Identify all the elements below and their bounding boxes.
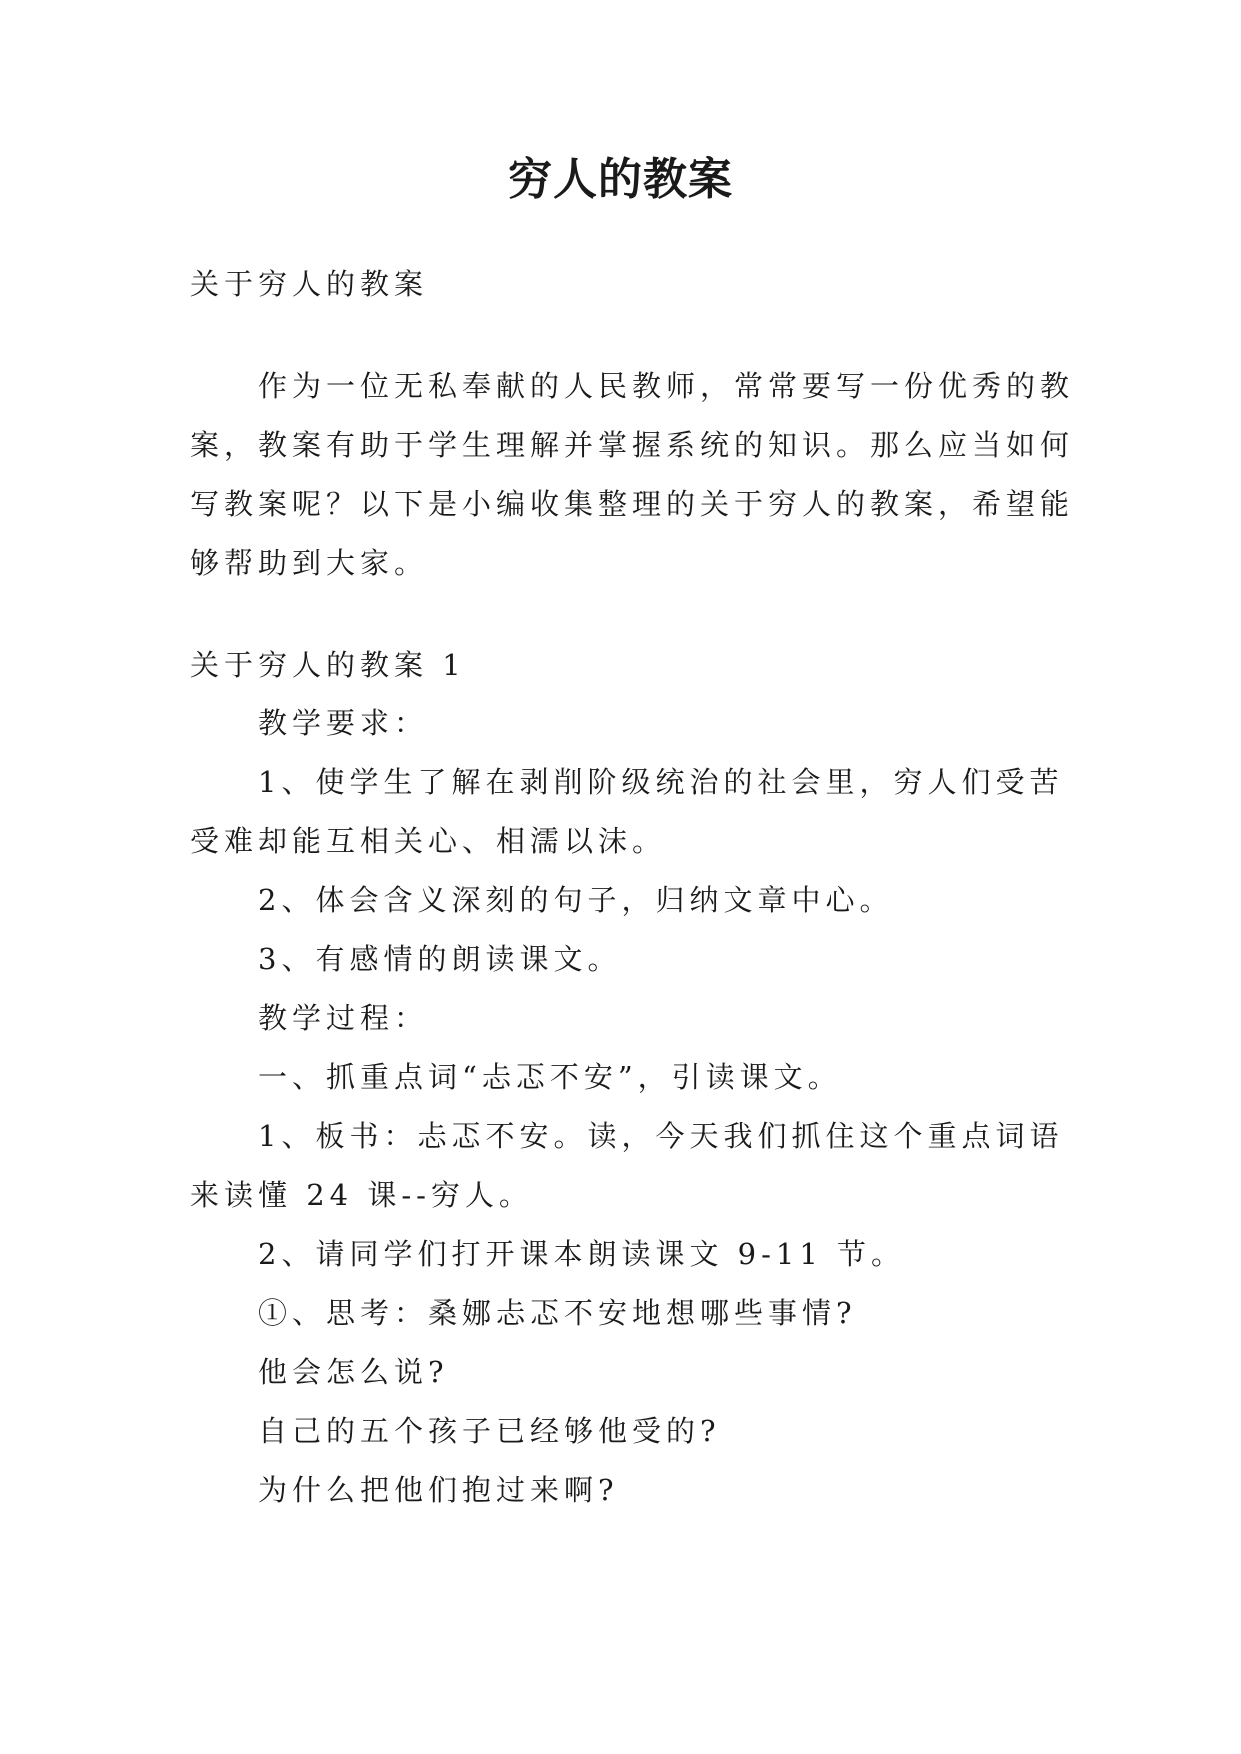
- body-line-5: 3、有感情的朗读课文。: [258, 942, 622, 976]
- body-line-7: 一、抓重点词“忐忑不安”，引读课文。: [258, 1060, 842, 1094]
- body-line-12: 他会怎么说?: [258, 1355, 449, 1389]
- body-line-3: 受难却能互相关心、相濡以沫。: [190, 824, 667, 858]
- body-line-2: 1、使学生了解在剥削阶级统治的社会里，穷人们受苦: [258, 765, 1064, 799]
- body-line-9: 来读懂 24 课--穷人。: [190, 1178, 533, 1212]
- body-line-14: 为什么把他们抱过来啊?: [258, 1473, 619, 1507]
- body-line-10: 2、请同学们打开课本朗读课文 9-11 节。: [258, 1237, 906, 1271]
- intro-line-1: 作为一位无私奉献的人民教师，常常要写一份优秀的教: [258, 369, 1075, 403]
- document-subtitle: 关于穷人的教案: [190, 267, 429, 301]
- intro-line-2: 案，教案有助于学生理解并掌握系统的知识。那么应当如何: [190, 428, 1075, 462]
- body-line-8: 1、板书：忐忑不安。读，今天我们抓住这个重点词语: [258, 1119, 1064, 1153]
- body-line-13: 自己的五个孩子已经够他受的?: [258, 1414, 721, 1448]
- section-heading: 关于穷人的教案 1: [190, 648, 466, 682]
- intro-line-3: 写教案呢？以下是小编收集整理的关于穷人的教案，希望能: [190, 487, 1075, 521]
- document-title: 穷人的教案: [508, 154, 733, 205]
- body-line-11: ①、思考：桑娜忐忑不安地想哪些事情?: [258, 1296, 857, 1330]
- body-line-1: 教学要求：: [258, 706, 429, 740]
- intro-line-4: 够帮助到大家。: [190, 546, 429, 580]
- body-line-6: 教学过程：: [258, 1001, 429, 1035]
- body-line-4: 2、体会含义深刻的句子，归纳文章中心。: [258, 883, 894, 917]
